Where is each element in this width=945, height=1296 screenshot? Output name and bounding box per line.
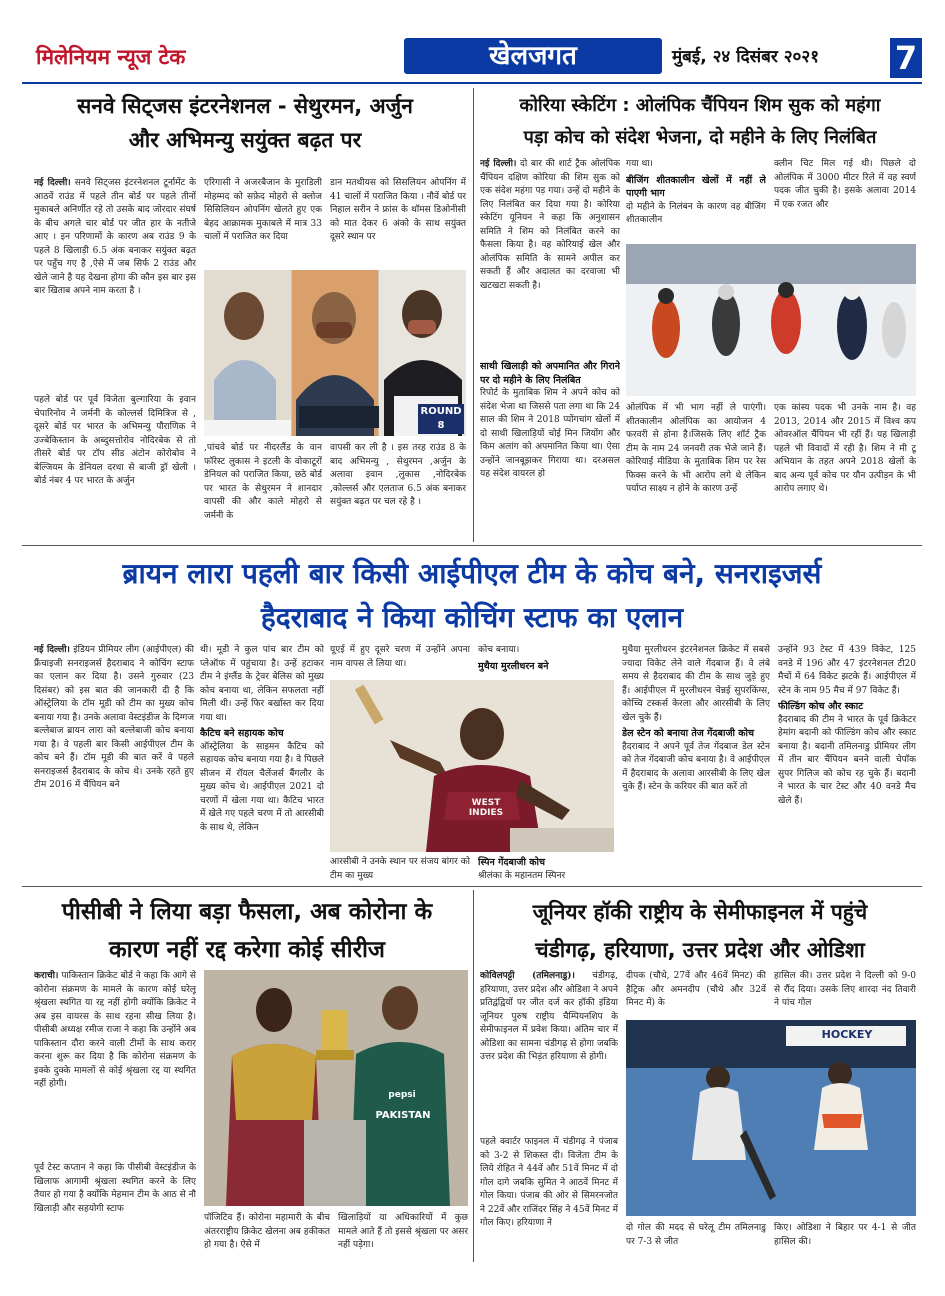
lara-column-5 bbox=[622, 644, 770, 880]
chess-column-1b bbox=[34, 394, 196, 534]
skating-body-2b: दो महीने के निलंबन के कारण वह बीजिंग शीतकालीन bbox=[626, 201, 766, 225]
lara-body-2: थी। मूडी ने कुल पांच बार टीम को प्लेऑफ में पहुंचाया है। उन्हें हटाकर टीम ने इंग्लैंड के ट्रेवर बेलिस को मुख्य कोच बनाया था, लेकिन सफलता नहीं मिली थी। उन्हें फिर बर्खास्त कर दिया गया था। bbox=[200, 645, 324, 723]
lara-subhead-3: स्पिन गेंदबाजी कोच bbox=[478, 857, 546, 868]
section-divider-2 bbox=[22, 886, 922, 887]
pcb-column-1b: पूर्व टेस्ट कप्तान ने कहा कि पीसीबी वेस्टइंडीज के खिलाफ आगामी श्रृंखला स्थगित करने के लिए तैयार हो गया है क्योंकि मेहमान टीम के आठ से नौ खिलाड़ी और सहयोगी स्टाफ bbox=[34, 1163, 196, 1214]
round-label: ROUND bbox=[420, 406, 462, 417]
hockey-match-photo bbox=[626, 1020, 916, 1216]
chess-body-1b: पहले बोर्ड पर पूर्व विजेता बुल्गारिया के इवान चेपारिनोव ने जर्मनी के कोल्लर्स दिमित्रिज से , दूसरे बोर्ड पर भारत के अभिमन्यु पौराणिक ने उज्बेकिस्तान के अब्दुसत्तोरोव नोदिरबेक से तो तीसरे बोर्ड पर टॉप सीड अंटोन कोरोबोव ने बेल्जियम के डेनियल दरधा से बाजी ड्रॉ खेली । बोर्ड नंबर 4 पर भारत के अर्जुन bbox=[34, 395, 196, 486]
skating-column-1 bbox=[480, 158, 620, 360]
masthead bbox=[22, 38, 922, 78]
hockey-column-1 bbox=[480, 970, 618, 1136]
lara-body-1: इंडियन प्रीमियर लीग (आईपीएल) की फ्रैंचाइजी सनराइजर्स हैदराबाद ने कोचिंग स्टाफ का एलान कर दिया है। उसने गुरुवार (23 दिसंबर) को इस बात की जानकारी दी है कि ऑस्ट्रेलिया के टॉम मूडी को टीम का मुख्य कोच बनाया गया है। उनके अलावा वेस्टइंडीज के दिग्गज बल्लेबाज ब्रायन लारा को बल्लेबाजी कोच बनाया गया है। वे पहली बार किसी आईपीएल टीम के कोच बने हैं। टॉम मूडी की बात करें वे पहले सनराइजर्स हैदराबाद के कोच थे। उनके रहते हुए टीम 2016 में चैंपियन बने bbox=[34, 645, 194, 790]
round-number: 8 bbox=[437, 420, 445, 431]
lara-body-4a: कोच बनाया। bbox=[478, 645, 520, 655]
lara-body-5: मुथैया मुरलीधरन इंटरनेशनल क्रिकेट में सबसे ज्यादा विकेट लेने वाले गेंदबाज हैं। वे लंबे समय से हैदराबाद की टीम के साथ जुड़े हुए हैं। आईपीएल में मुरलीधरन चेन्नई सुपरकिंग्स, कोच्चि टस्कर्स केरला और आरसीबी के लिए खेल चुके हैं। bbox=[622, 645, 770, 723]
pcb-headline-line2: कारण नहीं रद्द करेगा कोई सीरीज bbox=[109, 937, 385, 963]
chess-body-1: सनवे सिट्जस इंटरनेशनल टूर्नामेंट के आठवें राउंड में पहले तीन बोर्ड पर पहले तीनों मुकाबले अनिर्णीत रहे तो उसके बाद जोरदार संघर्ष के बीच अगले चार बोर्ड पर जीत हार के नतीजे आए । इन परिणामों के कारण अब राउंड 9 के पहले 8 खिलाड़ी 6.5 अंक बनाकर सयुंक्त बढ़त पर पहुँच गए है ,ऐसे में जब सिर्फ 2 राउंड और खेले जाने है यह देखना होगा की कौन इस बार इस बार खिताब अपने नाम करता है । bbox=[34, 178, 196, 296]
hockey-body-1: चंडीगढ़, हरियाणा, उत्तर प्रदेश और ओडिशा ने अपने प्रतिद्वंद्वियों पर जीत दर्ज कर हॉकी इंडिया जूनियर पुरुष राष्ट्रीय चैम्पियनशिप के सेमीफाइनल में प्रवेश किया। अंतिम चार में ओडिशा का सामना चंडीगढ़ से होगा जबकि उत्तर प्रदेश की भिड़ंत हरियाणा से होगी। bbox=[480, 971, 618, 1062]
skating-column-3-top: क्लीन चिट मिल गई थी। पिछले दो ओलंपिक में 3000 मीटर रिले में वह स्वर्ण पदक जीत चुकी है। इसके अलावा 2014 में एक रजत और bbox=[774, 159, 916, 210]
skating-headline-line1: कोरिया स्केटिंग : ओलंपिक चैंपियन शिम सुक को महंगा bbox=[519, 95, 881, 116]
chess-column-3-bottom: वापसी कर ली है । इस तरह राउंड 8 के बाद अभिमन्यु , सेथुरमन ,अर्जुन के अलावा इवान ,लुकास ,नोदिरबेक ,कोल्लर्स और एलताज 6.5 अंक बनाकर सयुंक्त बढ़त पर चल रहे है । bbox=[330, 443, 466, 507]
pcb-headline-line1: पीसीबी ने लिया बड़ा फैसला, अब कोरोना के bbox=[61, 899, 433, 925]
column-divider bbox=[473, 88, 474, 542]
section-banner: खेलजगत bbox=[404, 38, 662, 74]
lara-column-3-top: यूएई में हुए दूसरे चरण में उन्होंने अपना नाम वापस ले लिया था। bbox=[330, 645, 470, 669]
pcb-dateline: कराची। bbox=[34, 971, 59, 981]
lara-subhead-4: डेल स्टेन को बनाया तेज गेंदबाजी कोच bbox=[622, 728, 755, 739]
skating-column-2-top bbox=[626, 158, 766, 242]
lara-headline-line2: हैदराबाद ने किया कोचिंग स्टाफ का एलान bbox=[260, 601, 684, 634]
skating-headline-line2: पड़ा कोच को संदेश भेजना, दो महीने के लिए निलंबित bbox=[523, 127, 877, 148]
pcb-captains-illustration bbox=[204, 970, 468, 1206]
skating-race-illustration bbox=[626, 244, 916, 396]
section-divider bbox=[22, 545, 922, 546]
lara-headline-line1: ब्रायन लारा पहली बार किसी आईपीएल टीम के कोच बने, सनराइजर्स bbox=[122, 557, 822, 590]
hockey-column-3-bottom: किए। ओडिशा ने बिहार पर 4-1 से जीत हासिल की। bbox=[774, 1223, 916, 1247]
pcb-column-2: पॉजिटिव हैं। कोरोना महामारी के बीच अंतरराष्ट्रीय क्रिकेट खेलना अब हकीकत हो गया है। ऐसे में bbox=[204, 1213, 330, 1250]
lara-photo bbox=[330, 680, 614, 852]
pcb-column-3: खिलाड़ियों या अधिकारियों में कुछ मामले आते हैं तो इससे श्रृंखला पर असर नहीं पड़ेगा। bbox=[338, 1213, 468, 1250]
pcb-captains-photo bbox=[204, 970, 468, 1206]
lara-jersey-text: WEST INDIES bbox=[468, 798, 504, 818]
lara-column-1 bbox=[34, 644, 194, 880]
chess-headline-line2: और अभिमन्यु सयुंक्त बढ़त पर bbox=[128, 128, 362, 152]
pcb-jersey-text: PAKISTAN bbox=[375, 1110, 431, 1121]
skating-dateline: नई दिल्ली। bbox=[480, 159, 517, 169]
chess-players-photo bbox=[204, 270, 466, 436]
skating-column-2-bottom: ओलंपिक में भी भाग नहीं ले पाएंगी। शीतकालीन ओलंपिक का आयोजन 4 फरवरी से होना है।जिसके लिए शॉर्ट ट्रैक टीम के नाम 24 जनवरी तक भेजे जाने हैं। कोरियाई मीडिया के मुताबिक शिम पर रेस फिक्स करने के भी आरोप लगे थे लेकिन पर्याप्त साक्ष्य न होने के कारण उन्हें bbox=[626, 403, 766, 494]
lara-column-4-bottom bbox=[478, 856, 614, 884]
lara-column-3-bottom: आरसीबी ने उनके स्थान पर संजय बांगर को टीम का मुख्य bbox=[330, 857, 470, 881]
hockey-dateline: कोविलपट्टी (तमिलनाडु)। bbox=[480, 971, 575, 981]
skating-body-2a: गया था। bbox=[626, 159, 653, 169]
masthead-rule bbox=[22, 82, 922, 84]
pcb-column-1 bbox=[34, 970, 196, 1162]
lara-subhead-1: कैटिच बने सहायक कोच bbox=[200, 728, 284, 739]
hockey-column-1b: पहले क्वार्टर फाइनल में चंडीगढ़ ने पंजाब को 3-2 से शिकस्त दी। विजेता टीम के लिये रोहित ने 44वें और 51वें मिनट में दो गोल दागे जबकि सुमित ने आठवें मिनट में गोल किया। पंजाब की ओर से सिमरनजोत ने 22वें और राजिंदर सिंह ने 45वें मिनट में गोल किए। हरियाणा ने bbox=[480, 1137, 618, 1228]
publication-name: मिलेनियम न्यूज टेक bbox=[36, 45, 186, 69]
lara-column-6 bbox=[778, 644, 916, 880]
lara-body-2b: ऑस्ट्रेलिया के साइमन कैटिच को सहायक कोच बनाया गया है। वे पिछले सीजन में रॉयल चैलेंजर्स बैंगलौर के मुख्य कोच थे। आईपीएल 2021 दो चरणों में खेला गया था। कैटिच भारत में खेले गए पहले चरण में तो आरसीबी के साथ थे, लेकिन bbox=[200, 741, 324, 833]
lara-subhead-5: फील्डिंग कोच और स्काट bbox=[778, 701, 863, 712]
hockey-match-illustration bbox=[626, 1020, 916, 1216]
lara-body-5b: हैदराबाद ने अपने पूर्व तेज गेंदबाज डेल स्टेन को तेज गेंदबाजी कोच बनाया है। वे आईपीएल में हैदराबाद के अलावा आरसीबी के लिए खेल चुके हैं। स्टेन के करियर की बात करें तो bbox=[622, 741, 770, 792]
hockey-column-3-top: हासिल की। उत्तर प्रदेश ने दिल्ली को 9-0 से रौंद दिया। उसके लिए शारदा नंद तिवारी ने पांच गोल bbox=[774, 971, 916, 1008]
round-badge bbox=[418, 404, 464, 434]
hockey-board-text: HOCKEY bbox=[821, 1028, 873, 1041]
lara-body-6b: हैदराबाद की टीम ने भारत के पूर्व क्रिकेटर हेमांग बदानी को फील्डिंग कोच और स्काट बनाया है। बदानी तमिलनाडु प्रीमियर लीग में तीन बार चैंपियन बनने वाली चेपॉक सुपर गिलिज को कोच रह चुके हैं। बदानी ने भारत के चार टेस्ट और 40 वनडे मैच खेले हैं। bbox=[778, 714, 916, 806]
chess-column-1 bbox=[34, 177, 196, 393]
hockey-column-2-bottom: दो गोल की मदद से घरेलू टीम तमिलनाडु पर 7-3 से जीत bbox=[626, 1223, 766, 1247]
page-number: 7 bbox=[890, 38, 922, 78]
hockey-headline-line2: चंडीगढ़, हरियाणा, उत्तर प्रदेश और ओडिशा bbox=[535, 938, 865, 962]
hockey-headline-line1: जूनियर हॉकी राष्ट्रीय के सेमीफाइनल में पहुंचे bbox=[532, 900, 868, 924]
chess-headline-line1: सनवे सिट्जस इंटरनेशनल - सेथुरमन, अर्जुन bbox=[77, 94, 413, 118]
skating-subhead-1: साथी खिलाड़ी को अपमानित और गिराने पर दो महीने के लिए निलंबित bbox=[480, 361, 620, 386]
column-divider-2 bbox=[473, 890, 474, 1262]
lara-body-4b: श्रीलंका के महानतम स्पिनर bbox=[478, 870, 566, 881]
skating-subhead-2: बीजिंग शीतकालीन खेलों में नहीं ले पाएगी भाग bbox=[626, 174, 766, 199]
chess-column-2-top: एरिगासी ने अजरबैजान के मुराडिली मोहम्मद को सफ़ेद मोहरो से क्लोज सिसिलियन ओपनिंग खेलते हुए एक बेहद आक्रामक मुकाबले में मात्र 33 चालों में पराजित कर दिया bbox=[204, 178, 322, 242]
lara-body-6: उन्होंने 93 टेस्ट में 439 विकेट, 125 वनडे में 196 और 47 इंटरनेशनल टी20 मैचों में 64 विकेट झटके हैं। आईपीएल में स्टेन के नाम 95 मैच में 97 विकेट हैं। bbox=[778, 645, 916, 696]
chess-column-2-bottom: ,पांचवे बोर्ड पर नीदरलैंड के वान फॉरेस्ट लुकास ने इटली के वोकाटूरों डेनियल को पराजित किया, छठे बोर्ड पर भारत के सेथुरमन ने शानदार वापसी की और काले मोहरो से जर्मनी के bbox=[204, 443, 322, 521]
lara-dateline: नई दिल्ली। bbox=[34, 645, 70, 655]
skating-race-photo bbox=[626, 244, 916, 396]
hockey-column-2-top: दीपक (चौथे, 27वें और 46वें मिनट) की हैट्रिक और अमनदीप (चौथे और 32वें मिनट में) के bbox=[626, 971, 766, 1008]
pcb-sponsor-text: pepsi bbox=[388, 1090, 416, 1100]
chess-column-3-top: डान मतथीयस को सिसलियन ओपनिंग में 41 चालों में पराजित किया । नौवें बोर्ड पर निहाल सरीन ने फ्रांस के थॉमस डिओनीसी को मात देकर 6 अंको के साथ सयुंक्त दूसरे स्थान पर bbox=[330, 178, 466, 242]
lara-illustration bbox=[330, 680, 614, 852]
lara-column-4-top bbox=[478, 644, 614, 676]
issue-date: मुंबई, २४ दिसंबर २०२१ bbox=[672, 47, 820, 67]
skating-column-3-bottom: एक कांस्य पदक भी उनके नाम है। वह 2013, 2014 और 2015 में विश्व कप ओवरऑल चैंपियन भी रहीं हैं। यह खिलाड़ी पहले भी विवादों में रही है। शिम ने मी टू अभियान के तहत अपने 2018 खेलों के बाद अन्य पूर्व कोच पर यौन उत्पीड़न के भी आरोप लगाए थे। bbox=[774, 403, 916, 494]
lara-column-2 bbox=[200, 644, 324, 880]
pcb-body-1: पाकिस्तान क्रिकेट बोर्ड ने कहा कि आगे से कोरोना संक्रमण के मामले के कारण कोई घरेलू श्रृंखला स्थगित या रद्द नहीं होगी क्योंकि क्रिकेट ने अब इस वायरस के साथ रहना सीख लिया है। पीसीबी अध्यक्ष रमीज राजा ने कहा कि उन्होंने अब पाकिस्तान दौरा करने वाली टीमों के साथ करार करना शुरू कर दिया है कि कोरोना संक्रमण के इक्के दुक्के मामलों से कोई श्रृंखला रद्द या स्थगित नहीं होगी। bbox=[34, 971, 196, 1089]
skating-body-1b: रिपोर्ट के मुताबिक शिम ने अपने कोच को संदेश भेजा था जिससे पता लगा था कि 24 साल की शिम ने 2018 प्योंगचांग खेलों में दो साथी खिलाड़ियों चोई मिन जियोंग और किम अलांग को अपमानित किया था। ऐसा उन्होंने जानबूझकर गिराया था। दरअसल यह संदेश वायरल हो bbox=[480, 388, 620, 479]
chess-dateline: नई दिल्ली। bbox=[34, 178, 71, 188]
skating-body-1: दो बार की शार्ट ट्रैक ओलंपिक चैंपियन दक्षिण कोरिया की शिम सुक को एक संदेश महंगा पड़ गया। उन्हें दो महीने के लिए निलंबित कर दिया गया है। कोरिया स्केटिंग यूनियन ने कहा कि अनुशासन समिति ने शिम को निलंबित करने का फैसला किया है। वह कोरियाई खेल और ओलंपिक समिति के सामने अपील कर सकती हैं और अदालत का दरवाजा भी खटखटा सकती है। bbox=[480, 159, 620, 291]
lara-subhead-2: मुथैया मुरलीधरन बने bbox=[478, 660, 549, 672]
skating-column-1b bbox=[480, 358, 620, 538]
